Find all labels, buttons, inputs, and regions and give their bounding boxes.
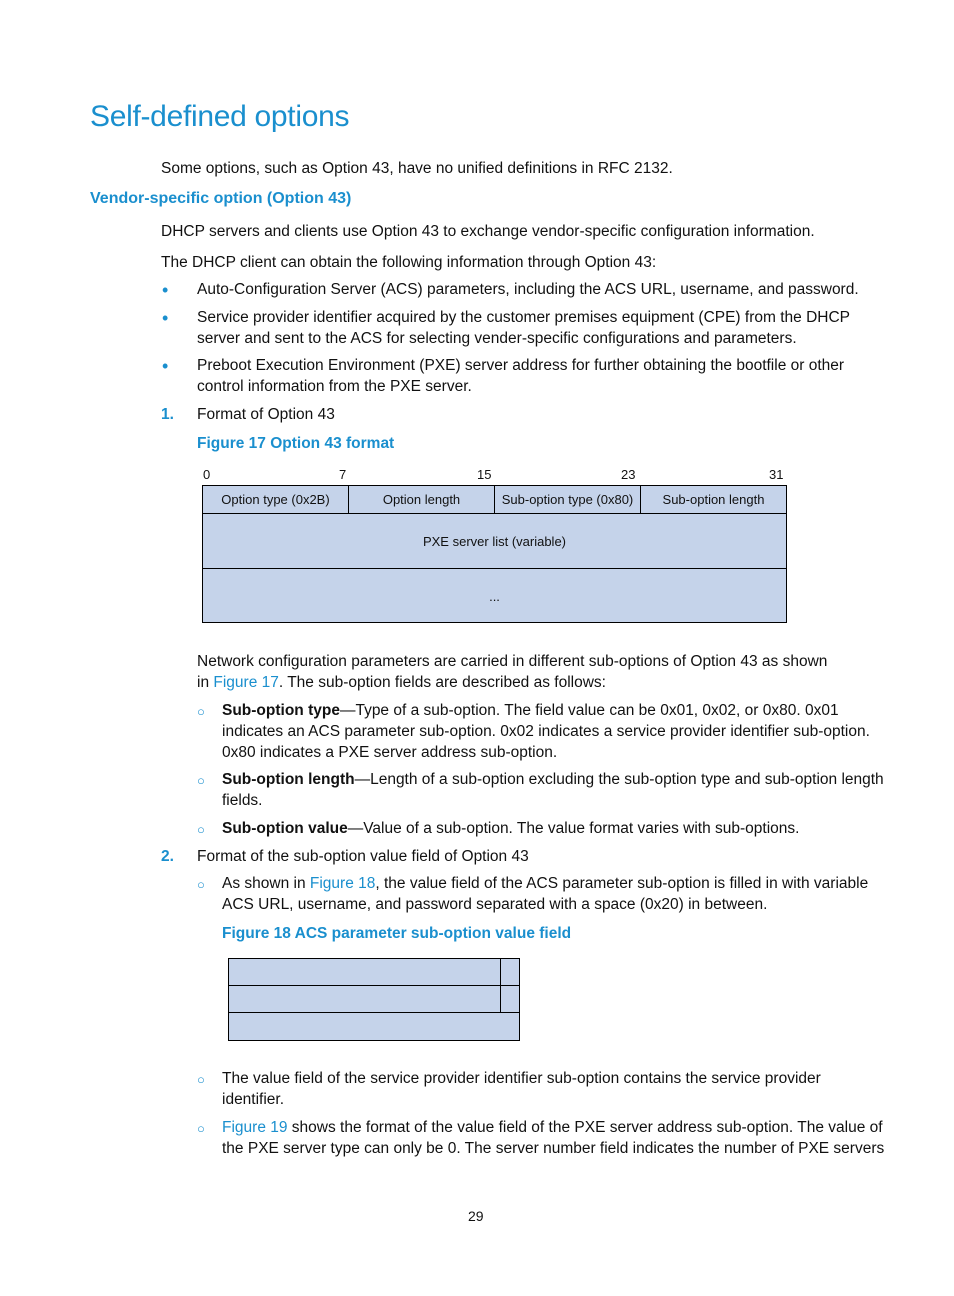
field-ellipsis: ...	[202, 568, 787, 623]
paragraph-1: DHCP servers and clients use Option 43 to exchange vendor-specific configuration information.	[161, 223, 815, 240]
paragraph-line: identifier.	[222, 1091, 285, 1108]
paragraph-line: the PXE server type can only be 0. The server number field indicates the number of PXE servers	[222, 1140, 885, 1157]
paragraph-line: 0x80 indicates a PXE server address sub-option.	[222, 744, 558, 761]
figure-17-caption: Figure 17 Option 43 format	[197, 435, 395, 452]
circle-bullet-icon: ○	[197, 1072, 205, 1087]
paragraph-line: indicates an ACS parameter sub-option. 0x02 indicates a service provider identifier sub-option.	[222, 723, 870, 740]
circle-bullet-icon: ○	[197, 773, 205, 788]
intro-text: Some options, such as Option 43, have no unified definitions in RFC 2132.	[161, 160, 673, 177]
figure-19-link[interactable]: Figure 19	[222, 1119, 288, 1136]
page-title: Self-defined options	[90, 100, 350, 133]
service-provider-item	[222, 1068, 821, 1110]
paragraph-line	[222, 873, 868, 894]
term: Sub-option length	[222, 771, 355, 788]
bullet-line: control information from the PXE server.	[197, 378, 472, 395]
paragraph-line	[222, 769, 884, 790]
paragraph-2: The DHCP client can obtain the following information through Option 43:	[161, 254, 657, 271]
text-span: —Value of a sub-option. The value format varies with sub-options.	[347, 820, 800, 837]
bullet-line: Auto-Configuration Server (ACS) parameters, including the ACS URL, username, and password.	[197, 281, 859, 298]
paragraph-3	[197, 651, 827, 693]
bit-label: 7	[339, 467, 347, 482]
paragraph-line	[222, 700, 870, 721]
bullet-line: server and sent to the ACS for selecting vender-specific configurations and parameters.	[197, 330, 797, 347]
bullet-icon: •	[162, 308, 169, 328]
paragraph-line: The value field of the service provider identifier sub-option contains the service provider	[222, 1070, 821, 1087]
circle-bullet-icon: ○	[197, 822, 205, 837]
sub-item-type	[222, 700, 870, 763]
bullet-item	[197, 307, 850, 349]
page-number: 29	[468, 1208, 484, 1224]
text-span: —Type of a sub-option. The field value can be 0x01, 0x02, or 0x80. 0x01	[339, 702, 839, 719]
field-pxe-server-list: PXE server list (variable)	[202, 513, 787, 569]
list-item-text: Format of Option 43	[197, 406, 335, 423]
text-span: —Length of a sub-option excluding the sub-option type and sub-option length	[354, 771, 884, 788]
bullet-line: Service provider identifier acquired by the customer premises equipment (CPE) from the DHCP	[197, 309, 850, 326]
section-subheading: Vendor-specific option (Option 43)	[90, 190, 352, 207]
text-span: in	[197, 674, 214, 691]
list-number: 2.	[161, 848, 174, 865]
circle-bullet-icon: ○	[197, 877, 205, 892]
figure-18-caption: Figure 18 ACS parameter sub-option value field	[222, 925, 572, 942]
paragraph-line	[197, 672, 827, 693]
bit-label: 0	[203, 467, 211, 482]
bullet-icon: •	[162, 280, 169, 300]
bullet-item	[197, 279, 859, 300]
paragraph-line	[222, 1117, 884, 1138]
term: Sub-option type	[222, 702, 340, 719]
figure-17-link[interactable]: Figure 17	[213, 674, 279, 691]
pxe-item	[222, 1117, 884, 1159]
field-sub-option-type: Sub-option type (0x80)	[494, 485, 641, 514]
field-option-type: Option type (0x2B)	[202, 485, 349, 514]
term: Sub-option value	[222, 820, 348, 837]
bit-label: 15	[477, 467, 492, 482]
acs-field-row	[228, 1012, 520, 1041]
bullet-item	[197, 355, 844, 397]
text-span: As shown in	[222, 875, 310, 892]
paragraph-line: fields.	[222, 792, 263, 809]
list-number: 1.	[161, 406, 174, 423]
sub-item-length	[222, 769, 884, 811]
bullet-line: Preboot Execution Environment (PXE) server address for further obtaining the bootfile or other	[197, 357, 845, 374]
field-option-length: Option length	[348, 485, 495, 514]
paragraph-line	[222, 818, 799, 839]
figure-18-link[interactable]: Figure 18	[309, 875, 376, 892]
acs-field-row	[228, 958, 501, 986]
sub-item-value	[222, 818, 799, 839]
paragraph-line: Network configuration parameters are carried in different sub-options of Option 43 as shown	[197, 653, 828, 670]
bullet-icon: •	[162, 356, 169, 376]
text-span: , the value field of the ACS parameter sub-option is filled in with variable	[375, 875, 869, 892]
bit-label: 23	[621, 467, 636, 482]
list-item-text: Format of the sub-option value field of Option 43	[197, 848, 529, 865]
paragraph-line: ACS URL, username, and password separated with a space (0x20) in between.	[222, 896, 768, 913]
circle-bullet-icon: ○	[197, 1121, 205, 1136]
circle-bullet-icon: ○	[197, 704, 205, 719]
acs-field-separator	[500, 985, 520, 1013]
acs-field-row	[228, 985, 501, 1013]
text-span: . The sub-option fields are described as follows:	[278, 674, 606, 691]
text-span: shows the format of the value field of the PXE server address sub-option. The value of	[287, 1119, 883, 1136]
field-sub-option-length: Sub-option length	[640, 485, 787, 514]
bit-label: 31	[769, 467, 784, 482]
acs-field-separator	[500, 958, 520, 986]
acs-item	[222, 873, 868, 915]
